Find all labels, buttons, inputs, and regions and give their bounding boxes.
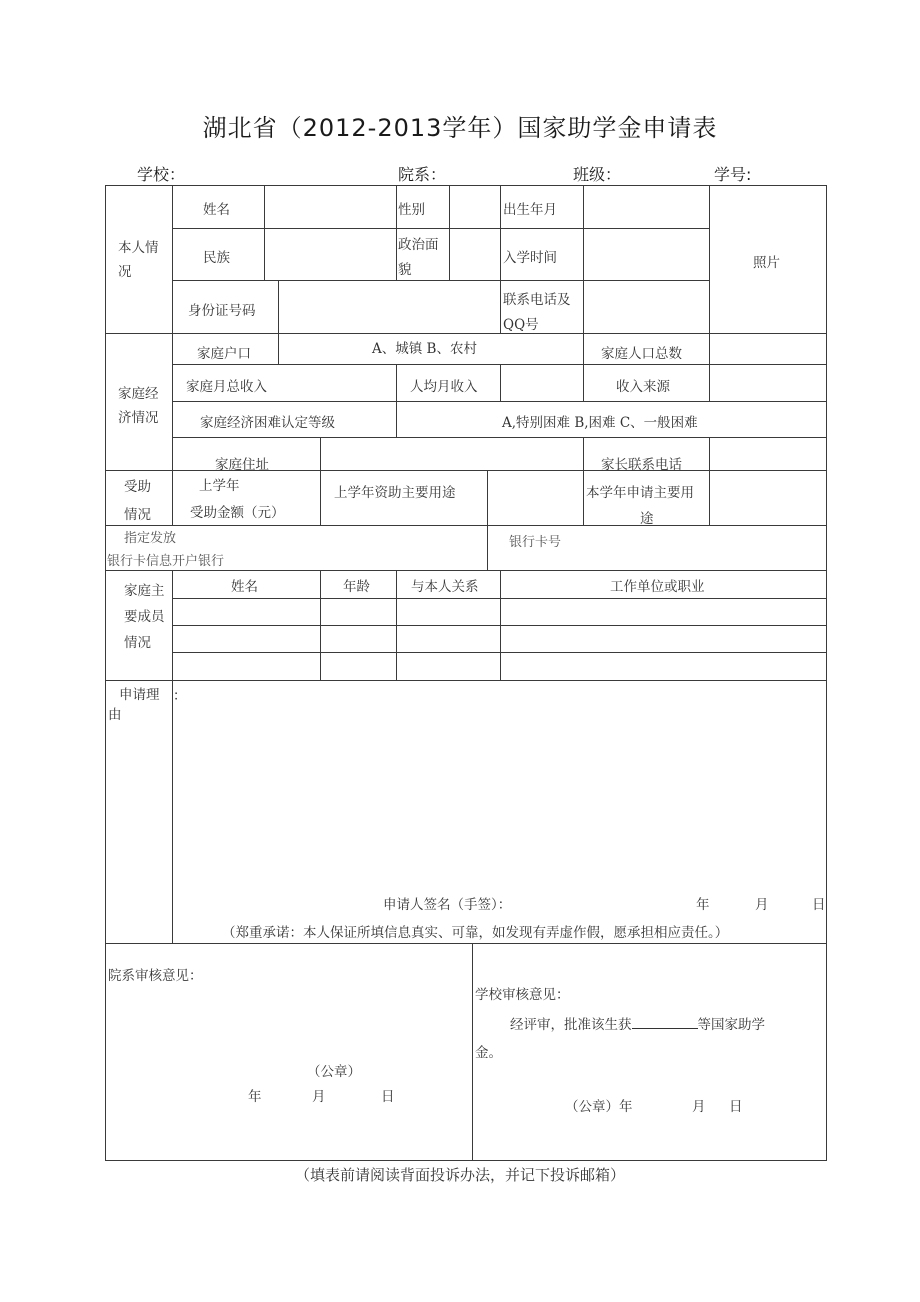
last-year-use-label: 上学年资助主要用途 [334,485,456,501]
household-options: A、城镇 B、农村 [372,341,477,357]
school-review-text [510,1013,765,1033]
difficulty-level-label: 家庭经济困难认定等级 [200,415,335,431]
ethnicity-label: 民族 [203,250,230,266]
parent-phone-label: 家长联系电话 [601,457,682,473]
reason-label-line1: 申请理 [119,687,160,703]
aid-section-label-line1: 受助 [124,479,151,495]
this-year-use-label-line1: 本学年申请主要用 [586,485,694,501]
school-label: 学校： [137,165,186,184]
reason-label-line2: 由 [108,707,122,723]
school-seal-date: （公章）年 [565,1099,633,1115]
this-year-use-label-line2: 途 [640,511,654,527]
population-label: 家庭人口总数 [601,346,682,362]
name-label: 姓名 [203,202,230,218]
student-id-label: 学号: [714,165,752,184]
dept-month: 月 [312,1089,326,1105]
per-capita-label: 人均月收入 [410,379,478,395]
dept-day: 日 [381,1089,395,1105]
monthly-income-label: 家庭月总收入 [186,379,267,395]
reason-day: 日 [812,897,826,913]
footer-note: （填表前请阅读背面投诉办法，并记下投诉邮箱） [294,1166,625,1184]
family-econ-section-label: 家庭经济情况 [118,386,159,426]
contact-label-line1: 联系电话及 [503,292,571,308]
household-label: 家庭户口 [197,346,251,362]
reason-colon: ： [173,688,187,704]
aid-section-label-line2: 情况 [124,507,151,523]
school-day: 日 [729,1099,743,1115]
bank-info-label: 银行卡信息开户银行 [107,554,225,569]
political-label-line1: 政治面 [398,237,439,253]
dept-seal: （公章） [307,1064,361,1080]
income-source-label: 收入来源 [616,379,670,395]
school-month: 月 [692,1099,706,1115]
id-number-label: 身份证号码 [188,303,256,319]
political-label-line2: 貌 [398,262,412,278]
member-col-relation: 与本人关系 [411,579,479,595]
gender-label: 性别 [398,202,425,218]
school-review-text-b: 等国家助学 [697,1017,765,1033]
reason-month: 月 [755,897,769,913]
last-year-amount-label-line2: 受助金额（元） [190,505,285,521]
member-col-name: 姓名 [231,579,258,595]
pledge-text: （郑重承诺：本人保证所填信息真实、可靠，如发现有弄虚作假，愿承担相应责任。） [222,925,729,941]
enroll-time-label: 入学时间 [503,250,557,266]
designated-bank-label: 指定发放 [124,531,177,546]
page-title: 湖北省（2012-2013学年）国家助学金申请表 [202,114,718,142]
contact-label-line2: QQ号 [503,317,539,333]
personal-section-label: 本人情况 [118,240,159,280]
school-review-text-c: 金。 [475,1045,502,1061]
school-review-label: 学校审核意见： [475,987,570,1003]
members-section-label: 家庭主要成员情况 [124,583,165,651]
member-col-age: 年龄 [343,579,370,595]
member-col-work: 工作单位或职业 [610,579,705,595]
photo-placeholder: 照片 [753,255,780,271]
address-label: 家庭住址 [215,457,269,473]
department-label: 院系： [398,165,447,184]
dept-review-label: 院系审核意见： [108,968,203,984]
class-label: 班级： [573,165,622,184]
signature-label: 申请人签名（手签）： [383,897,512,913]
reason-year: 年 [696,897,710,913]
school-review-text-a: 经评审，批准该生获 [510,1017,632,1033]
card-number-label: 银行卡号 [509,535,562,550]
dept-year: 年 [248,1089,262,1105]
difficulty-options: A,特别困难 B,困难 C、一般困难 [502,415,698,431]
last-year-amount-label-line1: 上学年 [199,478,240,494]
birth-label: 出生年月 [503,202,557,218]
award-level-blank[interactable] [632,1014,698,1029]
